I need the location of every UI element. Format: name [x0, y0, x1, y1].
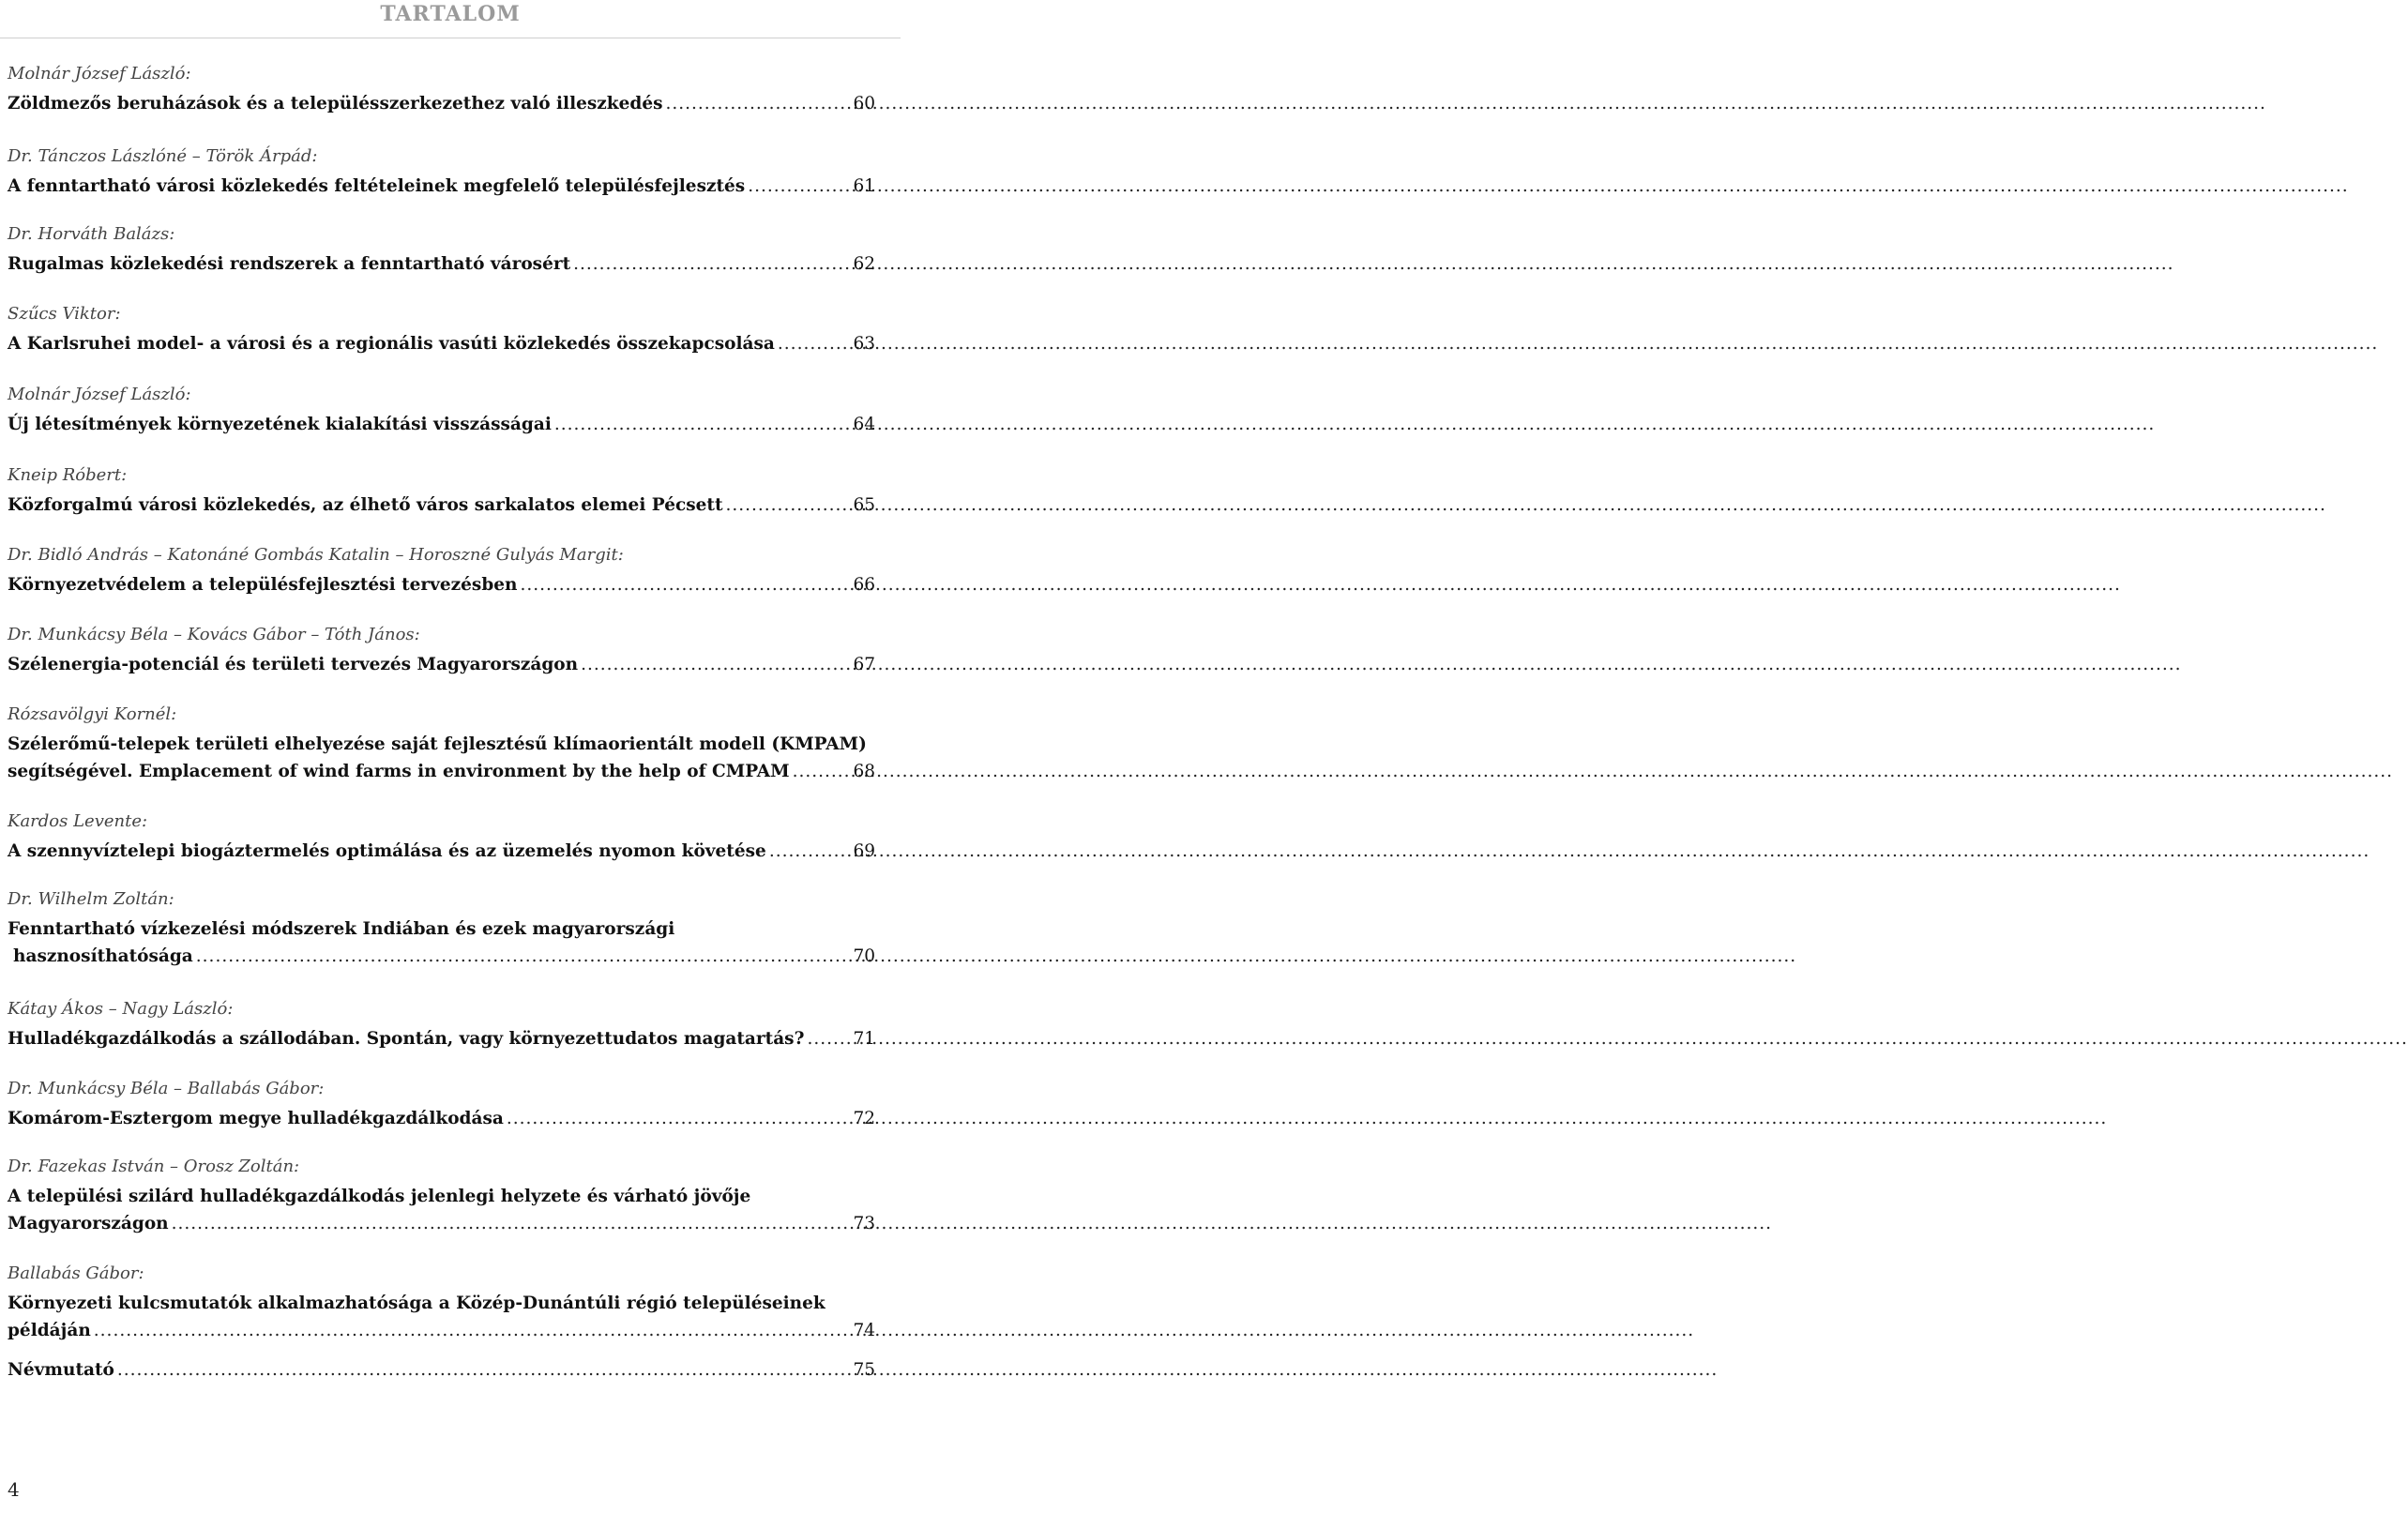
toc-entry-page: 67 [853, 655, 875, 674]
toc-entry[interactable] [8, 1157, 875, 1237]
dot-leader [554, 411, 851, 438]
toc-entry[interactable] [8, 465, 875, 519]
toc-entry-title-row [8, 330, 875, 357]
dot-leader [94, 1317, 851, 1344]
toc-entry-title-row [8, 758, 875, 785]
toc-entry-author: Dr. Munkácsy Béla – Ballabás Gábor: [8, 1079, 325, 1098]
dot-leader [196, 943, 851, 970]
toc-entry-title-line: Fenntartható vízkezelési módszerek Indiában és ezek magyarországi [8, 919, 675, 939]
toc-entry-title: hasznosíthatósága [13, 946, 193, 966]
toc-entry-title: Zöldmezős beruházások és a településszerkezethez való illeszkedés [8, 94, 663, 113]
dot-leader [521, 571, 851, 598]
toc-entry-title-row [8, 651, 875, 678]
dot-leader [726, 492, 851, 519]
toc-entry-title: Komárom-Esztergom megye hulladékgazdálkodása [8, 1109, 504, 1128]
toc-entry-author: Dr. Bidló András – Katonáné Gombás Katalin – Horoszné Gulyás Margit: [8, 545, 624, 565]
toc-entry-title-row [8, 571, 875, 598]
dot-leader [581, 651, 850, 678]
toc-entry-page: 64 [853, 415, 875, 434]
toc-entry-title: Közforgalmú városi közlekedés, az élhető város sarkalatos elemei Pécsett [8, 495, 723, 515]
toc-entry-author: Dr. Wilhelm Zoltán: [8, 889, 174, 909]
toc-entry[interactable] [8, 999, 875, 1052]
toc-entry-title-row [8, 1025, 875, 1052]
toc-entry[interactable] [8, 304, 875, 357]
toc-entry[interactable] [8, 1356, 875, 1384]
toc-entry[interactable] [8, 1079, 875, 1132]
toc-entry-page: 73 [853, 1214, 875, 1233]
toc-entry-author: Ballabás Gábor: [8, 1263, 144, 1283]
toc-entry-title-row [8, 1317, 875, 1344]
toc-entry-title-line: A települési szilárd hulladékgazdálkodás jelenlegi helyzete és várható jövője [8, 1187, 751, 1206]
toc-entry-author: Dr. Fazekas István – Orosz Zoltán: [8, 1157, 300, 1176]
toc-entry-author: Dr. Horváth Balázs: [8, 224, 175, 244]
toc-entry[interactable] [8, 224, 875, 278]
dot-leader [172, 1210, 851, 1237]
toc-entry-page: 72 [853, 1109, 875, 1128]
toc-entry-title-row [8, 838, 875, 865]
toc-entry[interactable] [8, 545, 875, 598]
toc-entry-title-row [8, 250, 875, 278]
toc-entry-title-row [8, 943, 875, 970]
toc-entry-author: Kátay Ákos – Nagy László: [8, 999, 234, 1019]
toc-entry-title: A Karlsruhei model- a városi és a regionális vasúti közlekedés összekapcsolása [8, 334, 775, 354]
toc-entry[interactable] [8, 64, 875, 117]
toc-entry-title-line: Környezeti kulcsmutatók alkalmazhatósága a Közép-Dunántúli régió településeinek [8, 1294, 825, 1313]
toc-entry-title-row [8, 1356, 875, 1384]
dot-leader [769, 838, 851, 865]
toc-entry-title-row [8, 411, 875, 438]
toc-entry-title: Hulladékgazdálkodás a szállodában. Spontán, vagy környezettudatos magatartás? [8, 1029, 805, 1049]
toc-entry-title: Névmutató [8, 1360, 114, 1380]
toc-entry-page: 62 [853, 254, 875, 274]
toc-entry-page: 74 [853, 1321, 875, 1340]
toc-entry-title: Új létesítmények környezetének kialakítási visszásságai [8, 415, 552, 434]
toc-entry-author: Rózsavölgyi Kornél: [8, 704, 177, 724]
toc-entry-author: Molnár József László: [8, 64, 191, 83]
toc-entry-author: Kardos Levente: [8, 811, 148, 831]
dot-leader [573, 250, 850, 278]
toc-entry-page: 71 [853, 1029, 875, 1049]
page-title: TARTALOM [380, 2, 521, 26]
toc-entry[interactable] [8, 811, 875, 865]
page-header [0, 0, 901, 38]
toc-entry-title: Szélenergia-potenciál és területi tervezés Magyarországon [8, 655, 579, 674]
toc-entry[interactable] [8, 625, 875, 678]
toc-entry-title-line: Szélerőmű-telepek területi elhelyezése saját fejlesztésű klímaorientált modell (KMPAM) [8, 734, 867, 754]
toc-entry-title: segítségével. Emplacement of wind farms in environment by the help of CMPAM [8, 762, 790, 781]
toc-entry-title-row [8, 90, 875, 117]
toc-entry-page: 65 [853, 495, 875, 515]
toc-entry-page: 70 [853, 946, 875, 966]
toc-entry-author: Kneip Róbert: [8, 465, 128, 485]
toc-entry-author: Szűcs Viktor: [8, 304, 121, 324]
toc-entry-page: 75 [853, 1360, 875, 1380]
toc-entry-page: 61 [853, 176, 875, 196]
toc-entry-author: Molnár József László: [8, 385, 191, 404]
dot-leader [793, 758, 851, 785]
toc-entry-title: A fenntartható városi közlekedés feltételeinek megfelelő településfejlesztés [8, 176, 746, 196]
toc-entry[interactable] [8, 889, 875, 970]
toc-entry-title-row [8, 1105, 875, 1132]
toc-entry-page: 68 [853, 762, 875, 781]
toc-entry-title: Magyarországon [8, 1214, 169, 1233]
toc-entry-title: A szennyvíztelepi biogáztermelés optimálása és az üzemelés nyomon követése [8, 841, 766, 861]
toc-entry-title: példáján [8, 1321, 91, 1340]
dot-leader [507, 1105, 851, 1132]
page-number: 4 [8, 1478, 20, 1501]
toc-entry-author: Dr. Munkácsy Béla – Kovács Gábor – Tóth János: [8, 625, 420, 644]
toc-entry-page: 63 [853, 334, 875, 354]
toc-entry-page: 60 [853, 94, 875, 113]
toc-entry[interactable] [8, 1263, 875, 1344]
dot-leader [117, 1356, 851, 1384]
toc-entry-author: Dr. Tánczos Lászlóné – Török Árpád: [8, 146, 318, 166]
toc-entry-title-row [8, 492, 875, 519]
toc-entry-title: Környezetvédelem a településfejlesztési tervezésben [8, 575, 518, 595]
dot-leader [778, 330, 851, 357]
dot-leader [666, 90, 851, 117]
dot-leader [807, 1025, 850, 1052]
toc-entry-page: 69 [853, 841, 875, 861]
toc-entry[interactable] [8, 385, 875, 438]
toc-entry[interactable] [8, 146, 875, 200]
toc-entry[interactable] [8, 704, 875, 785]
toc-entry-title: Rugalmas közlekedési rendszerek a fenntartható városért [8, 254, 571, 274]
toc-entry-page: 66 [853, 575, 875, 595]
toc-entry-title-row [8, 1210, 875, 1237]
toc-entry-title-row [8, 173, 875, 200]
dot-leader [748, 173, 850, 200]
